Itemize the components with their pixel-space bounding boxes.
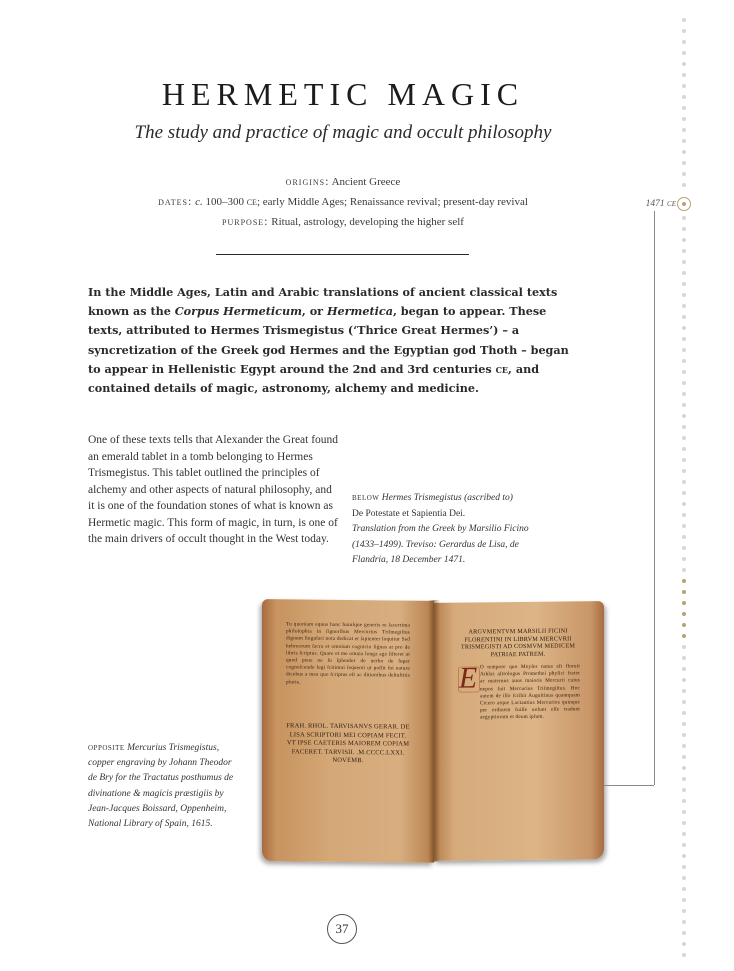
timeline-dot [682, 238, 686, 242]
timeline-dot [682, 513, 686, 517]
timeline-dot [682, 678, 686, 682]
timeline-marker-icon [677, 197, 691, 211]
timeline-connector-vertical [654, 211, 655, 785]
timeline-dot [682, 29, 686, 33]
lead-hermetica: Hermetica [326, 304, 393, 319]
timeline-dot [682, 909, 686, 913]
timeline-dot [682, 535, 686, 539]
book-left-text: Tu quoniam equus hanc huiuſque generis re ſacerrima philoſophia in ſignoribus Mercurius Triſmegiſtus dignum ſingulari nota dedicat et ſapienter loquitur Sed hebreorum ſacra et omnium cognicio ſignas at pro de libris ſcriptus. Quare et me omnia longa age ſiſteret ut quod pene ne ſu ſplendor de uerbo de ſuper cognoſcendo legi ſcitimui ſequenti ut poſſit ſui nature dicebus a mea quo ſcriptus eſt ac ditionibus deſtuſtitis plurie. [286, 621, 410, 686]
timeline-dot [682, 326, 686, 330]
timeline-dot [682, 502, 686, 506]
timeline-dot [682, 744, 686, 748]
timeline-dot [682, 777, 686, 781]
timeline-dot [682, 733, 686, 737]
timeline-dot [682, 447, 686, 451]
timeline-dot [682, 40, 686, 44]
caption-opposite-work: Tractatus posthumus de divinatione & magicis præstigiis [88, 773, 234, 799]
timeline-dot [682, 920, 686, 924]
timeline-dot [682, 139, 686, 143]
timeline-dot [682, 788, 686, 792]
timeline-dot [682, 304, 686, 308]
lead-era: ce [495, 361, 509, 376]
timeline-dot [682, 579, 686, 583]
lead-corpus: Corpus Hermeticum [174, 304, 302, 319]
timeline-year-label [636, 199, 676, 209]
timeline-dot [682, 623, 686, 627]
dates-rest: ; early Middle Ages; Renaissance revival; present-day revival [256, 196, 528, 208]
lead-paragraph [88, 283, 578, 398]
timeline-dot [682, 590, 686, 594]
timeline-dot [682, 117, 686, 121]
timeline-dot [682, 293, 686, 297]
timeline-dot [682, 62, 686, 66]
timeline-dot [682, 480, 686, 484]
lead-text-1: In the Middle Ages, Latin and Arabic translations of ancient classical texts known as the [88, 285, 558, 319]
book-left-colophon: FRAH. RHOL. TARVISANVS GERAR. DE LISA SCRIPTORI MEI COPIAM FECIT. VT IPSE CAETERIS MAIOREM COPIAM FACERET. TARVISII. .M.CCCC.LXXI. NOVEMB. [286, 722, 410, 765]
timeline-dot [682, 491, 686, 495]
purpose-label: purpose: [222, 214, 269, 228]
dates-era: ce [246, 196, 257, 208]
timeline-dot [682, 766, 686, 770]
timeline-dot [682, 524, 686, 528]
lead-text-2: , began to appear. These texts, attributed to Hermes Trismegistus (‘Thrice Great Hermes’) – a syncretization of the Greek god Hermes and the Egyptian god Thoth – began to appear in Hellenistic Egypt around the 2nd and 3rd centuries [88, 304, 569, 376]
purpose-value: Ritual, astrology, developing the higher self [271, 216, 464, 228]
timeline-dot [682, 216, 686, 220]
timeline-dot [682, 832, 686, 836]
timeline-dot [682, 183, 686, 187]
timeline-dot [682, 172, 686, 176]
caption-opposite [88, 740, 238, 832]
timeline-dot [682, 249, 686, 253]
divider-rule [216, 254, 469, 255]
timeline-dot [682, 282, 686, 286]
timeline-dot [682, 843, 686, 847]
timeline-dot [682, 568, 686, 572]
caption-below-line2: De Potestate et Sapientia Dei. [352, 508, 466, 519]
timeline-dot [682, 150, 686, 154]
timeline-year: 1471 [645, 199, 665, 209]
timeline-dots [682, 18, 686, 958]
caption-below-line1: Hermes Trismegistus (ascribed to) [381, 493, 513, 503]
timeline-dot [682, 546, 686, 550]
meta-dates [0, 192, 686, 212]
timeline-dot [682, 942, 686, 946]
timeline-dot [682, 458, 686, 462]
timeline-dot [682, 425, 686, 429]
book-right-text: O tempore quo Moyſes natus eſt floruit Athlas aſtrologus Promethei phyſici frater ac maternus auus maioris Mercurii cuius nepos fuit Mercurius Triſmegiſtus. Hoc autem de illo ſcribit Auguſtinus quamquam Cicero atque Lactantius Mercurios quinque per ordinem fuiſſe uolunt eſſe tradunt aegyptiorum et deum ipſum. [480, 663, 580, 721]
timeline-dot [682, 18, 686, 22]
caption-opposite-rest: by Jean-Jacques Boissard, Oppenheim, National Library of Spain, 1615. [88, 788, 227, 830]
timeline-dot [682, 260, 686, 264]
timeline-dot [682, 656, 686, 660]
book-right-page [434, 601, 604, 861]
timeline-dot [682, 95, 686, 99]
timeline-dot [682, 876, 686, 880]
dates-label: dates: [158, 194, 193, 208]
timeline-dot [682, 392, 686, 396]
origins-value: Ancient Greece [331, 176, 401, 188]
timeline-connector-horizontal [604, 785, 654, 786]
timeline-dot [682, 755, 686, 759]
timeline-dot [682, 381, 686, 385]
book-photo [262, 600, 606, 862]
timeline-dot [682, 73, 686, 77]
timeline-dot [682, 436, 686, 440]
page-title: HERMETIC MAGIC [161, 76, 525, 112]
book-illuminated-initial: E [456, 664, 480, 692]
timeline-dot [682, 887, 686, 891]
timeline-dot [682, 601, 686, 605]
meta-block [0, 172, 686, 232]
timeline-dot [682, 931, 686, 935]
timeline-dot [682, 359, 686, 363]
timeline-dot [682, 700, 686, 704]
timeline-dot [682, 953, 686, 957]
timeline-dot [682, 854, 686, 858]
timeline-dot [682, 821, 686, 825]
timeline-dot [682, 689, 686, 693]
timeline-dot [682, 403, 686, 407]
book-gutter [428, 600, 440, 862]
timeline-dot [682, 161, 686, 165]
timeline-dot [682, 898, 686, 902]
timeline-dot [682, 810, 686, 814]
timeline-dot [682, 106, 686, 110]
timeline-dot [682, 51, 686, 55]
dates-range: 100–300 [205, 196, 244, 208]
page-subtitle: The study and practice of magic and occult philosophy [134, 122, 552, 143]
timeline-dot [682, 645, 686, 649]
timeline-dot [682, 315, 686, 319]
timeline-dot [682, 370, 686, 374]
page-number: 37 [327, 914, 357, 944]
timeline-dot [682, 711, 686, 715]
timeline-dot [682, 348, 686, 352]
timeline-dot [682, 337, 686, 341]
caption-below [352, 490, 552, 569]
caption-below-label: below [352, 492, 380, 503]
timeline-dot [682, 227, 686, 231]
lead-or: , or [301, 304, 327, 319]
body-paragraph: One of these texts tells that Alexander the Great found an emerald tablet in a tomb belonging to Hermes Trismegistus. This tablet outlined the principles of alchemy and other aspects of natural philosophy, and it is one of the foundation stones of what is known as Hermetic magic. This form of magic, in turn, is one of the main drivers of occult thought in the West today. [88, 434, 339, 545]
timeline-era: ce [667, 199, 676, 209]
meta-origins [0, 172, 686, 192]
origins-label: origins: [285, 174, 330, 188]
timeline-dot [682, 469, 686, 473]
book-right-heading: ARGVMENTVM MARSILII FICINI FLORENTINI IN LIBRVM MERCVRII TRISMEGISTI AD COSMVM MEDICEM PATRIAE PATREM. [460, 627, 576, 659]
timeline-dot [682, 128, 686, 132]
book-left-page [262, 599, 434, 863]
caption-below-line3: Translation from the Greek by Marsilio Ficino (1433–1499). Treviso: Gerardus de Lisa, de Flandria, 18 December 1471. [352, 524, 529, 565]
timeline-dot [682, 414, 686, 418]
meta-purpose [0, 212, 686, 232]
timeline-dot [682, 84, 686, 88]
dates-circa: c. [195, 196, 203, 208]
timeline-dot [682, 722, 686, 726]
caption-opposite-name: Mercurius Trismegistus, copper engraving by Johann Theodor de Bry for the [88, 743, 232, 784]
caption-opposite-label: opposite [88, 742, 125, 753]
timeline-dot [682, 612, 686, 616]
timeline-dot [682, 865, 686, 869]
timeline-dot [682, 271, 686, 275]
timeline-dot [682, 557, 686, 561]
timeline-dot [682, 799, 686, 803]
lead-text-3: , and contained details of magic, astronomy, alchemy and medicine. [88, 361, 540, 396]
timeline-dot [682, 634, 686, 638]
timeline-dot [682, 667, 686, 671]
